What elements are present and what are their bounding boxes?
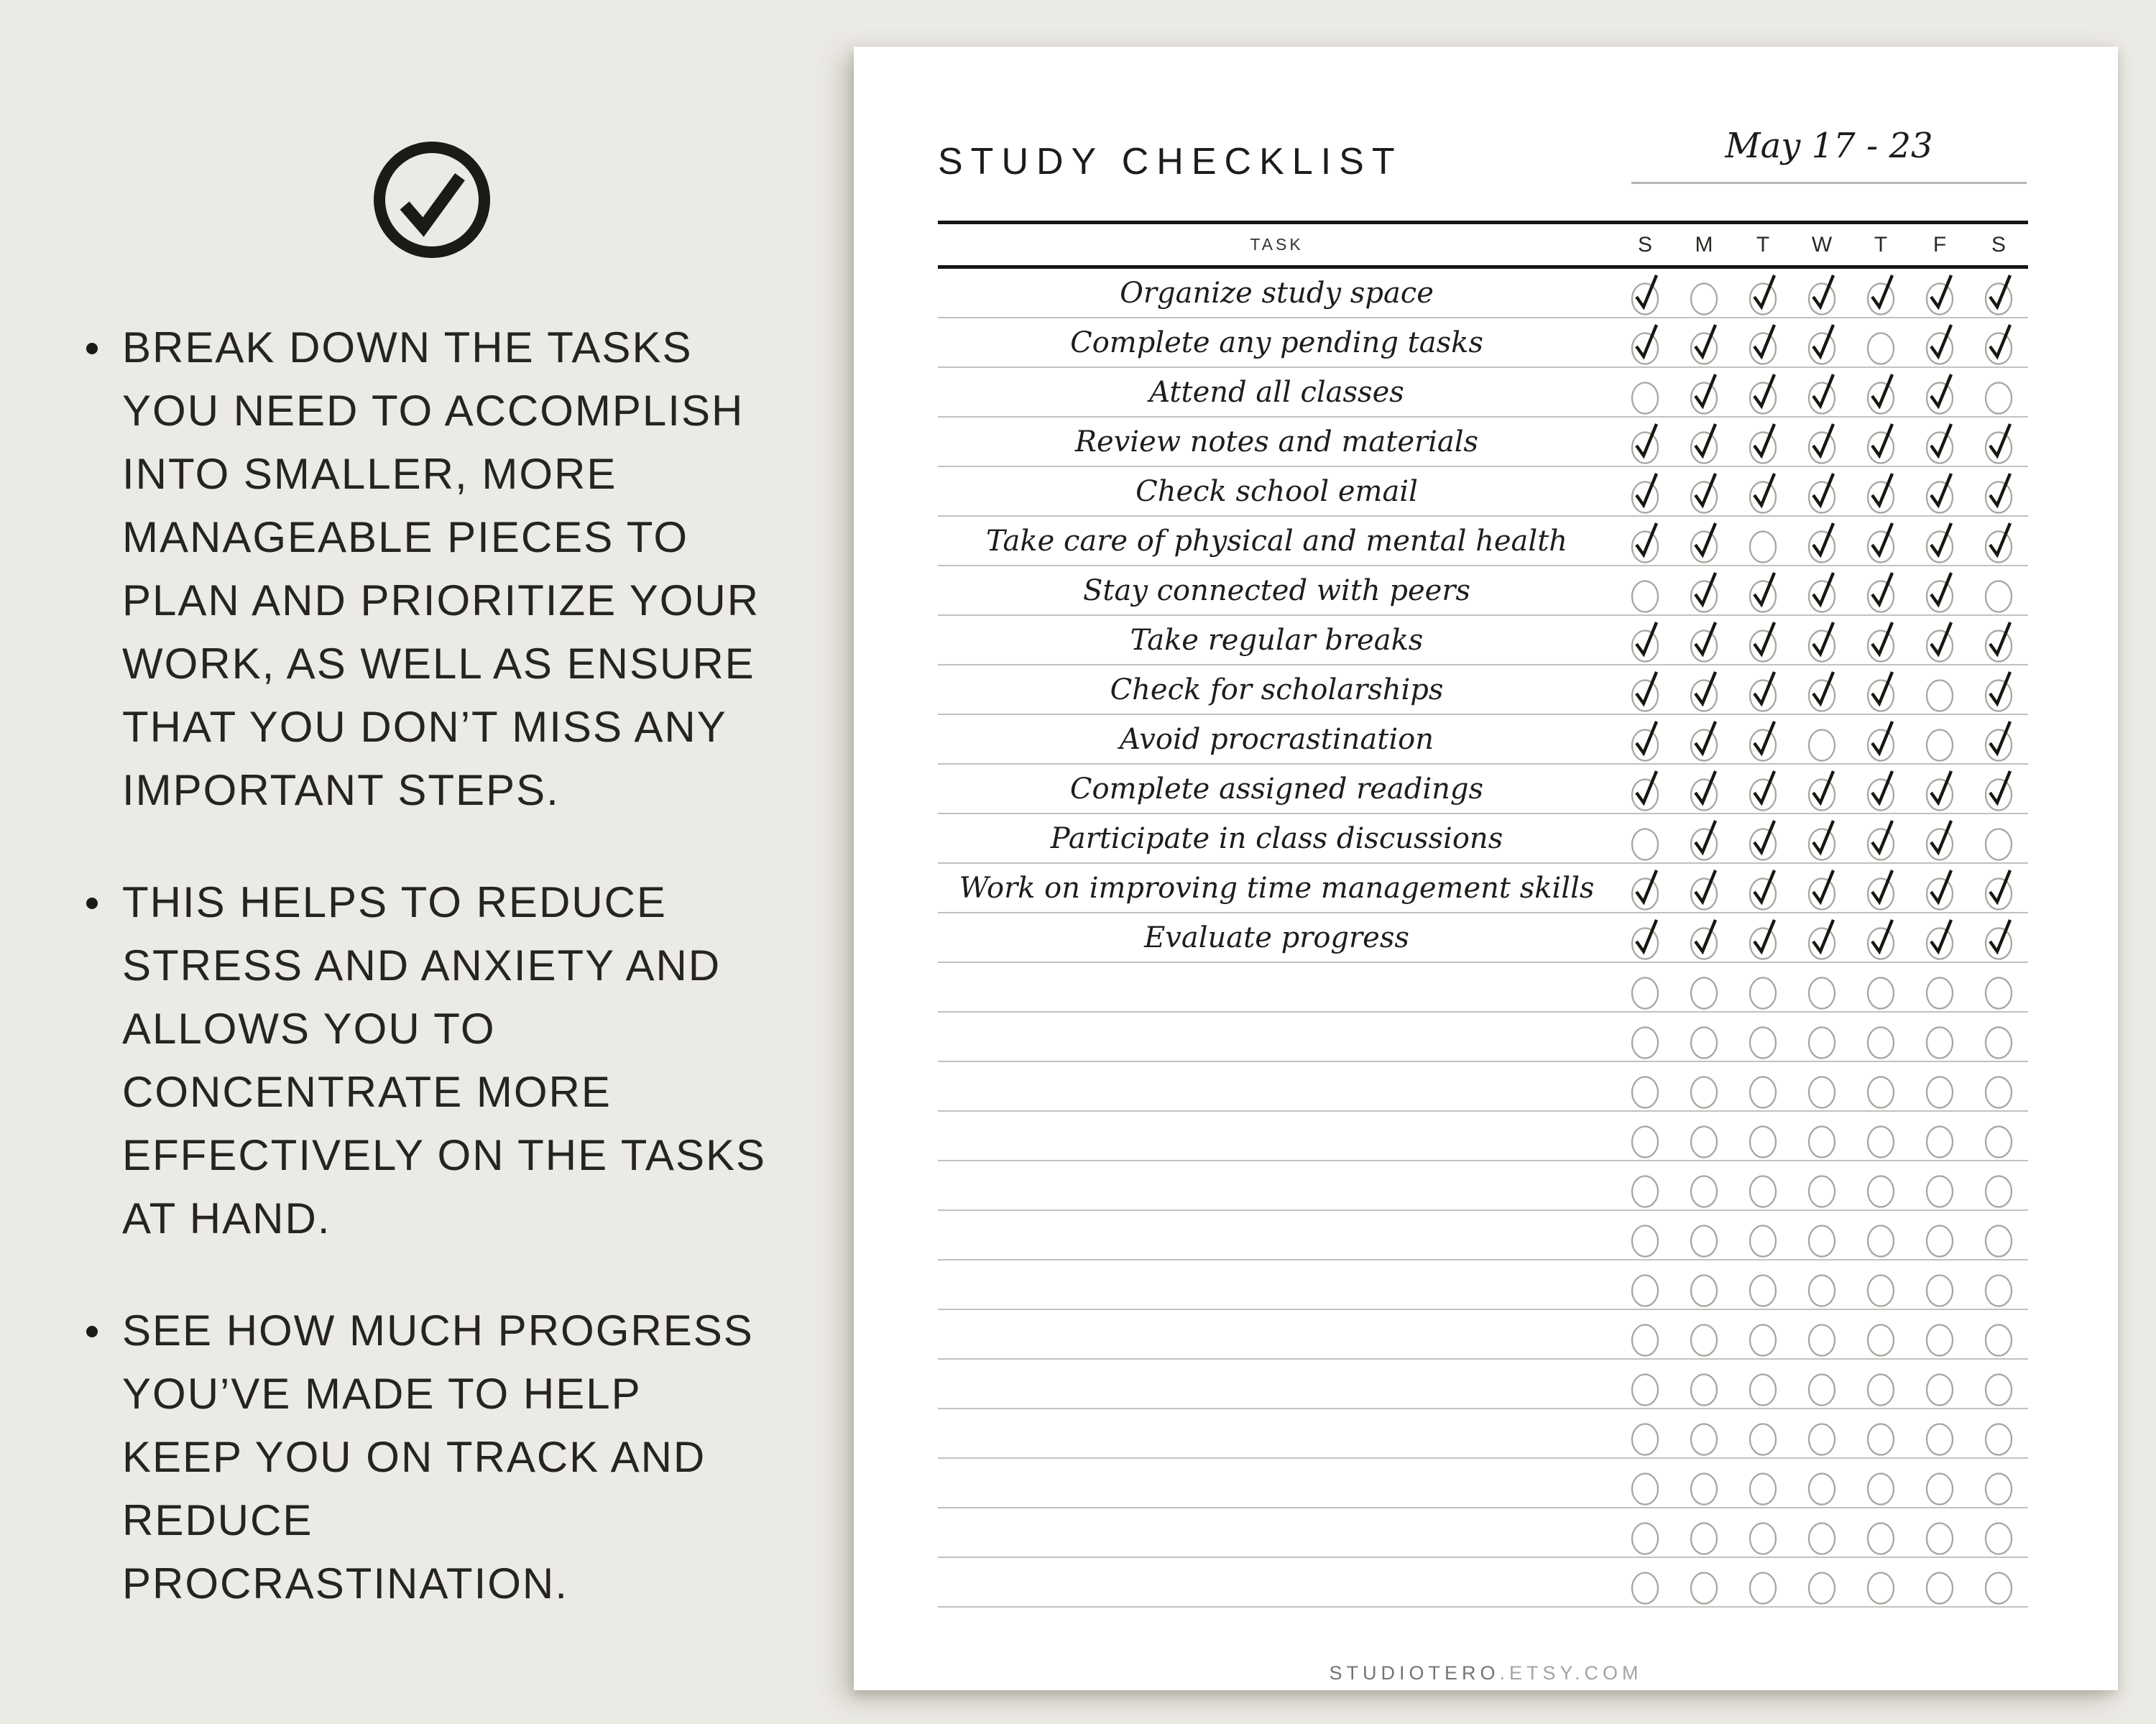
checkbox-row24-day3[interactable] bbox=[1792, 1458, 1851, 1508]
footer-brand-suffix: .ETSY.COM bbox=[1499, 1662, 1643, 1684]
benefits-list bbox=[85, 316, 768, 1664]
day-cells bbox=[1616, 566, 2028, 615]
checkbox-row22-day0[interactable] bbox=[1616, 1359, 1674, 1409]
empty-task-row bbox=[938, 1260, 2028, 1310]
checkbox-row6-day0[interactable] bbox=[1616, 566, 1674, 615]
day-cells bbox=[1616, 268, 2028, 318]
checkbox-row14-day2[interactable] bbox=[1733, 962, 1792, 1012]
checkbox-row25-day6[interactable] bbox=[1969, 1508, 2028, 1557]
day-header-2: T bbox=[1756, 232, 1770, 257]
checkbox-row15-day6[interactable] bbox=[1969, 1012, 2028, 1061]
checkbox-row1-day5[interactable] bbox=[1910, 318, 1969, 367]
task-label: Check for scholarships bbox=[1110, 673, 1444, 706]
checkbox-row15-day1[interactable] bbox=[1674, 1012, 1733, 1061]
checkbox-row0-day2[interactable] bbox=[1733, 268, 1792, 318]
checkbox-row19-day2[interactable] bbox=[1733, 1210, 1792, 1260]
checkbox-row13-day1[interactable] bbox=[1674, 913, 1733, 962]
checkbox-row25-day0[interactable] bbox=[1616, 1508, 1674, 1557]
checkbox-row11-day1[interactable] bbox=[1674, 813, 1733, 863]
checkbox-row23-day0[interactable] bbox=[1616, 1409, 1674, 1458]
day-header-0: S bbox=[1637, 232, 1652, 257]
checkbox-row3-day6[interactable] bbox=[1969, 417, 2028, 466]
checkbox-row19-day3[interactable] bbox=[1792, 1210, 1851, 1260]
day-cells bbox=[1616, 913, 2028, 962]
checkbox-row22-day1[interactable] bbox=[1674, 1359, 1733, 1409]
task-label: Take regular breaks bbox=[1130, 623, 1424, 657]
day-header-5: F bbox=[1932, 232, 1947, 257]
checkbox-row3-day5[interactable] bbox=[1910, 417, 1969, 466]
empty-task-row bbox=[938, 1459, 2028, 1508]
checkbox-row9-day5[interactable] bbox=[1910, 714, 1969, 764]
checkbox-row21-day6[interactable] bbox=[1969, 1309, 2028, 1359]
checkbox-row13-day3[interactable] bbox=[1792, 913, 1851, 962]
checkbox-row10-day2[interactable] bbox=[1733, 764, 1792, 813]
checkbox-row10-day3[interactable] bbox=[1792, 764, 1851, 813]
checkbox-row16-day0[interactable] bbox=[1616, 1061, 1674, 1111]
checkbox-row9-day3[interactable] bbox=[1792, 714, 1851, 764]
checkbox-row19-day5[interactable] bbox=[1910, 1210, 1969, 1260]
checkbox-row0-day0[interactable] bbox=[1616, 268, 1674, 318]
task-row bbox=[938, 864, 2028, 913]
checkbox-row2-day6[interactable] bbox=[1969, 367, 2028, 417]
checkbox-row17-day4[interactable] bbox=[1851, 1111, 1910, 1161]
checkbox-row14-day5[interactable] bbox=[1910, 962, 1969, 1012]
checkbox-row0-day6[interactable] bbox=[1969, 268, 2028, 318]
checkbox-row26-day5[interactable] bbox=[1910, 1557, 1969, 1607]
task-row bbox=[938, 665, 2028, 715]
checkbox-row24-day2[interactable] bbox=[1733, 1458, 1792, 1508]
checkbox-row8-day3[interactable] bbox=[1792, 665, 1851, 714]
empty-task-row bbox=[938, 963, 2028, 1013]
checkbox-row0-day5[interactable] bbox=[1910, 268, 1969, 318]
day-cells bbox=[1616, 1210, 2028, 1260]
benefit-bullet-2: THIS HELPS TO REDUCE STRESS AND ANXIETY AND ALLOWS YOU TO CONCENTRATE MORE EFFECTIVELY ON THE TASKS AT HAND. bbox=[85, 871, 768, 1250]
checkbox-row25-day3[interactable] bbox=[1792, 1508, 1851, 1557]
task-label: Check school email bbox=[1135, 474, 1418, 508]
day-cells bbox=[1616, 962, 2028, 1012]
day-headers bbox=[1616, 233, 2028, 257]
empty-task-row bbox=[938, 1013, 2028, 1062]
task-row bbox=[938, 765, 2028, 814]
checkbox-row6-day1[interactable] bbox=[1674, 566, 1733, 615]
checkbox-row2-day3[interactable] bbox=[1792, 367, 1851, 417]
checkbox-row4-day6[interactable] bbox=[1969, 466, 2028, 516]
checkbox-row4-day1[interactable] bbox=[1674, 466, 1733, 516]
checkbox-row10-day4[interactable] bbox=[1851, 764, 1910, 813]
empty-task-row bbox=[938, 1112, 2028, 1161]
benefit-bullet-3: SEE HOW MUCH PROGRESS YOU’VE MADE TO HELP KEEP YOU ON TRACK AND REDUCE PROCRASTINATION. bbox=[85, 1299, 768, 1615]
task-label: Participate in class discussions bbox=[1050, 821, 1503, 855]
checkbox-row10-day6[interactable] bbox=[1969, 764, 2028, 813]
checkbox-row21-day0[interactable] bbox=[1616, 1309, 1674, 1359]
checkbox-row24-day0[interactable] bbox=[1616, 1458, 1674, 1508]
checkbox-row1-day6[interactable] bbox=[1969, 318, 2028, 367]
checkbox-row14-day3[interactable] bbox=[1792, 962, 1851, 1012]
checkbox-row11-day2[interactable] bbox=[1733, 813, 1792, 863]
day-header-6: S bbox=[1991, 232, 2006, 257]
day-cells bbox=[1616, 813, 2028, 863]
task-row bbox=[938, 616, 2028, 665]
day-cells bbox=[1616, 764, 2028, 813]
empty-task-row bbox=[938, 1211, 2028, 1260]
checkbox-row16-day6[interactable] bbox=[1969, 1061, 2028, 1111]
checkbox-row15-day2[interactable] bbox=[1733, 1012, 1792, 1061]
checkbox-row11-day6[interactable] bbox=[1969, 813, 2028, 863]
checkbox-row25-day1[interactable] bbox=[1674, 1508, 1733, 1557]
checkbox-row7-day2[interactable] bbox=[1733, 615, 1792, 665]
checklist-page bbox=[854, 47, 2118, 1690]
checkbox-row10-day1[interactable] bbox=[1674, 764, 1733, 813]
checkbox-row23-day5[interactable] bbox=[1910, 1409, 1969, 1458]
checklist-rows bbox=[938, 269, 2028, 1608]
checkbox-row24-day1[interactable] bbox=[1674, 1458, 1733, 1508]
checkbox-row3-day0[interactable] bbox=[1616, 417, 1674, 466]
task-row bbox=[938, 913, 2028, 963]
checkbox-row22-day3[interactable] bbox=[1792, 1359, 1851, 1409]
checkbox-row3-day3[interactable] bbox=[1792, 417, 1851, 466]
checkbox-row24-day4[interactable] bbox=[1851, 1458, 1910, 1508]
checkbox-row15-day3[interactable] bbox=[1792, 1012, 1851, 1061]
checkbox-row5-day5[interactable] bbox=[1910, 516, 1969, 566]
checkbox-row14-day0[interactable] bbox=[1616, 962, 1674, 1012]
benefit-bullet-1: BREAK DOWN THE TASKS YOU NEED TO ACCOMPLISH INTO SMALLER, MORE MANAGEABLE PIECES TO PLAN AND PRIORITIZE YOUR WORK, AS WELL AS ENSURE THAT YOU DON’T MISS ANY IMPORTANT STEPS. bbox=[85, 316, 768, 822]
day-cells bbox=[1616, 1309, 2028, 1359]
checkbox-row13-day0[interactable] bbox=[1616, 913, 1674, 962]
checkbox-row4-day3[interactable] bbox=[1792, 466, 1851, 516]
checkbox-row6-day6[interactable] bbox=[1969, 566, 2028, 615]
checkbox-row26-day2[interactable] bbox=[1733, 1557, 1792, 1607]
checkbox-row13-day6[interactable] bbox=[1969, 913, 2028, 962]
day-cells bbox=[1616, 1012, 2028, 1061]
checkbox-row12-day0[interactable] bbox=[1616, 863, 1674, 913]
checkbox-row21-day5[interactable] bbox=[1910, 1309, 1969, 1359]
checkbox-row6-day4[interactable] bbox=[1851, 566, 1910, 615]
checkbox-row26-day1[interactable] bbox=[1674, 1557, 1733, 1607]
checkbox-row5-day6[interactable] bbox=[1969, 516, 2028, 566]
task-label: Complete any pending tasks bbox=[1070, 326, 1483, 359]
footer-brand bbox=[854, 1662, 2118, 1684]
checkbox-row2-day4[interactable] bbox=[1851, 367, 1910, 417]
task-row bbox=[938, 368, 2028, 418]
empty-task-row bbox=[938, 1409, 2028, 1459]
checkbox-row13-day4[interactable] bbox=[1851, 913, 1910, 962]
checkbox-row11-day4[interactable] bbox=[1851, 813, 1910, 863]
checkbox-row22-day5[interactable] bbox=[1910, 1359, 1969, 1409]
day-cells bbox=[1616, 714, 2028, 764]
day-header-3: W bbox=[1811, 232, 1833, 257]
checkbox-row21-day4[interactable] bbox=[1851, 1309, 1910, 1359]
checkbox-row22-day4[interactable] bbox=[1851, 1359, 1910, 1409]
task-row bbox=[938, 814, 2028, 864]
day-cells bbox=[1616, 1260, 2028, 1309]
checkbox-row4-day2[interactable] bbox=[1733, 466, 1792, 516]
day-cells bbox=[1616, 1458, 2028, 1508]
checkbox-row18-day4[interactable] bbox=[1851, 1161, 1910, 1210]
checkbox-row20-day3[interactable] bbox=[1792, 1260, 1851, 1309]
day-cells bbox=[1616, 1061, 2028, 1111]
checkbox-row20-day2[interactable] bbox=[1733, 1260, 1792, 1309]
checkbox-row11-day3[interactable] bbox=[1792, 813, 1851, 863]
checkbox-row21-day1[interactable] bbox=[1674, 1309, 1733, 1359]
checkbox-row15-day5[interactable] bbox=[1910, 1012, 1969, 1061]
day-cells bbox=[1616, 863, 2028, 913]
day-cells bbox=[1616, 1557, 2028, 1607]
task-row bbox=[938, 566, 2028, 616]
checkbox-row1-day4[interactable] bbox=[1851, 318, 1910, 367]
checkbox-row9-day4[interactable] bbox=[1851, 714, 1910, 764]
checkbox-row16-day1[interactable] bbox=[1674, 1061, 1733, 1111]
checkbox-row6-day5[interactable] bbox=[1910, 566, 1969, 615]
task-label: Complete assigned readings bbox=[1069, 772, 1484, 806]
checkbox-row26-day6[interactable] bbox=[1969, 1557, 2028, 1607]
checkbox-row16-day5[interactable] bbox=[1910, 1061, 1969, 1111]
task-row bbox=[938, 318, 2028, 368]
checkbox-row21-day2[interactable] bbox=[1733, 1309, 1792, 1359]
checkbox-row13-day2[interactable] bbox=[1733, 913, 1792, 962]
task-row bbox=[938, 418, 2028, 467]
checkbox-row0-day1[interactable] bbox=[1674, 268, 1733, 318]
column-header-task: TASK bbox=[1250, 235, 1304, 254]
checkbox-row5-day4[interactable] bbox=[1851, 516, 1910, 566]
checkbox-row8-day2[interactable] bbox=[1733, 665, 1792, 714]
date-field[interactable] bbox=[1631, 110, 2027, 184]
checkbox-row18-day6[interactable] bbox=[1969, 1161, 2028, 1210]
checkbox-row17-day6[interactable] bbox=[1969, 1111, 2028, 1161]
checkbox-row12-day6[interactable] bbox=[1969, 863, 2028, 913]
day-cells bbox=[1616, 466, 2028, 516]
empty-task-row bbox=[938, 1062, 2028, 1112]
task-row bbox=[938, 715, 2028, 765]
checkbox-row17-day5[interactable] bbox=[1910, 1111, 1969, 1161]
checkbox-row26-day3[interactable] bbox=[1792, 1557, 1851, 1607]
checkbox-row13-day5[interactable] bbox=[1910, 913, 1969, 962]
checkbox-row25-day4[interactable] bbox=[1851, 1508, 1910, 1557]
day-cells bbox=[1616, 367, 2028, 417]
checkbox-row9-day1[interactable] bbox=[1674, 714, 1733, 764]
task-label: Work on improving time management skills bbox=[959, 871, 1595, 905]
checkbox-row16-day4[interactable] bbox=[1851, 1061, 1910, 1111]
checkbox-row4-day0[interactable] bbox=[1616, 466, 1674, 516]
checkbox-row7-day6[interactable] bbox=[1969, 615, 2028, 665]
checkbox-row3-day2[interactable] bbox=[1733, 417, 1792, 466]
checkbox-row17-day2[interactable] bbox=[1733, 1111, 1792, 1161]
checkbox-row6-day2[interactable] bbox=[1733, 566, 1792, 615]
checkbox-row25-day2[interactable] bbox=[1733, 1508, 1792, 1557]
checkbox-row20-day1[interactable] bbox=[1674, 1260, 1733, 1309]
checkbox-row12-day3[interactable] bbox=[1792, 863, 1851, 913]
checkbox-row21-day3[interactable] bbox=[1792, 1309, 1851, 1359]
checkbox-row11-day0[interactable] bbox=[1616, 813, 1674, 863]
checkbox-row18-day1[interactable] bbox=[1674, 1161, 1733, 1210]
checkbox-row0-day4[interactable] bbox=[1851, 268, 1910, 318]
checkbox-row7-day1[interactable] bbox=[1674, 615, 1733, 665]
checkbox-row18-day2[interactable] bbox=[1733, 1161, 1792, 1210]
checkbox-row8-day6[interactable] bbox=[1969, 665, 2028, 714]
checkbox-row9-day6[interactable] bbox=[1969, 714, 2028, 764]
day-cells bbox=[1616, 665, 2028, 714]
checkbox-row5-day0[interactable] bbox=[1616, 516, 1674, 566]
checkbox-row7-day5[interactable] bbox=[1910, 615, 1969, 665]
task-label: Review notes and materials bbox=[1074, 425, 1479, 458]
task-label: Organize study space bbox=[1120, 276, 1434, 310]
checkbox-row10-day0[interactable] bbox=[1616, 764, 1674, 813]
checkbox-row19-day0[interactable] bbox=[1616, 1210, 1674, 1260]
checkbox-row17-day3[interactable] bbox=[1792, 1111, 1851, 1161]
checkbox-row9-day2[interactable] bbox=[1733, 714, 1792, 764]
checkbox-row24-day6[interactable] bbox=[1969, 1458, 2028, 1508]
checkbox-row2-day5[interactable] bbox=[1910, 367, 1969, 417]
checkbox-row3-day1[interactable] bbox=[1674, 417, 1733, 466]
checkbox-row18-day5[interactable] bbox=[1910, 1161, 1969, 1210]
checkbox-row12-day2[interactable] bbox=[1733, 863, 1792, 913]
day-cells bbox=[1616, 318, 2028, 367]
task-row bbox=[938, 467, 2028, 517]
task-row bbox=[938, 269, 2028, 318]
checkbox-row1-day1[interactable] bbox=[1674, 318, 1733, 367]
checkbox-row1-day2[interactable] bbox=[1733, 318, 1792, 367]
checkbox-row7-day3[interactable] bbox=[1792, 615, 1851, 665]
checkbox-row23-day1[interactable] bbox=[1674, 1409, 1733, 1458]
checkbox-row17-day0[interactable] bbox=[1616, 1111, 1674, 1161]
day-header-4: T bbox=[1874, 232, 1888, 257]
day-cells bbox=[1616, 615, 2028, 665]
empty-task-row bbox=[938, 1508, 2028, 1558]
footer-brand-name: STUDIOTERO bbox=[1329, 1662, 1500, 1684]
checkbox-row12-day4[interactable] bbox=[1851, 863, 1910, 913]
checkbox-row8-day5[interactable] bbox=[1910, 665, 1969, 714]
checkbox-row17-day1[interactable] bbox=[1674, 1111, 1733, 1161]
checkbox-row0-day3[interactable] bbox=[1792, 268, 1851, 318]
checkbox-row24-day5[interactable] bbox=[1910, 1458, 1969, 1508]
task-label: Take care of physical and mental health bbox=[985, 524, 1568, 558]
checkbox-row1-day0[interactable] bbox=[1616, 318, 1674, 367]
day-cells bbox=[1616, 1359, 2028, 1409]
checkbox-row23-day2[interactable] bbox=[1733, 1409, 1792, 1458]
checkbox-row20-day0[interactable] bbox=[1616, 1260, 1674, 1309]
checkbox-row18-day3[interactable] bbox=[1792, 1161, 1851, 1210]
checkbox-row19-day1[interactable] bbox=[1674, 1210, 1733, 1260]
checkbox-row10-day5[interactable] bbox=[1910, 764, 1969, 813]
checkbox-row19-day6[interactable] bbox=[1969, 1210, 2028, 1260]
date-value: May 17 - 23 bbox=[1725, 126, 1933, 166]
checkbox-row18-day0[interactable] bbox=[1616, 1161, 1674, 1210]
checkbox-row9-day0[interactable] bbox=[1616, 714, 1674, 764]
checkbox-row22-day6[interactable] bbox=[1969, 1359, 2028, 1409]
task-label: Evaluate progress bbox=[1144, 921, 1409, 954]
checkbox-row20-day5[interactable] bbox=[1910, 1260, 1969, 1309]
checkbox-row7-day0[interactable] bbox=[1616, 615, 1674, 665]
task-label: Avoid procrastination bbox=[1120, 722, 1434, 756]
checkbox-row23-day3[interactable] bbox=[1792, 1409, 1851, 1458]
checkbox-row4-day5[interactable] bbox=[1910, 466, 1969, 516]
checkbox-row15-day4[interactable] bbox=[1851, 1012, 1910, 1061]
checkbox-row14-day1[interactable] bbox=[1674, 962, 1733, 1012]
empty-task-row bbox=[938, 1161, 2028, 1211]
checkbox-row5-day1[interactable] bbox=[1674, 516, 1733, 566]
checkbox-row26-day0[interactable] bbox=[1616, 1557, 1674, 1607]
checkbox-row16-day3[interactable] bbox=[1792, 1061, 1851, 1111]
task-row bbox=[938, 517, 2028, 566]
checkbox-row20-day4[interactable] bbox=[1851, 1260, 1910, 1309]
task-label: Attend all classes bbox=[1149, 375, 1404, 409]
checkbox-row22-day2[interactable] bbox=[1733, 1359, 1792, 1409]
checkbox-row23-day4[interactable] bbox=[1851, 1409, 1910, 1458]
checkbox-row20-day6[interactable] bbox=[1969, 1260, 2028, 1309]
checkbox-row1-day3[interactable] bbox=[1792, 318, 1851, 367]
checkbox-row14-day6[interactable] bbox=[1969, 962, 2028, 1012]
day-cells bbox=[1616, 1111, 2028, 1161]
checkbox-row6-day3[interactable] bbox=[1792, 566, 1851, 615]
checkbox-row19-day4[interactable] bbox=[1851, 1210, 1910, 1260]
checkbox-row8-day1[interactable] bbox=[1674, 665, 1733, 714]
empty-task-row bbox=[938, 1360, 2028, 1409]
checkbox-row26-day4[interactable] bbox=[1851, 1557, 1910, 1607]
checkbox-row5-day2[interactable] bbox=[1733, 516, 1792, 566]
checkbox-row7-day4[interactable] bbox=[1851, 615, 1910, 665]
checkbox-row4-day4[interactable] bbox=[1851, 466, 1910, 516]
checkbox-row15-day0[interactable] bbox=[1616, 1012, 1674, 1061]
circle-check-icon bbox=[373, 141, 491, 259]
empty-task-row bbox=[938, 1558, 2028, 1608]
checkbox-row2-day0[interactable] bbox=[1616, 367, 1674, 417]
day-cells bbox=[1616, 1508, 2028, 1557]
day-cells bbox=[1616, 1409, 2028, 1458]
task-label: Stay connected with peers bbox=[1083, 573, 1470, 607]
checkbox-row12-day5[interactable] bbox=[1910, 863, 1969, 913]
day-cells bbox=[1616, 1161, 2028, 1210]
day-cells bbox=[1616, 417, 2028, 466]
day-header-1: M bbox=[1695, 232, 1713, 257]
checkbox-row3-day4[interactable] bbox=[1851, 417, 1910, 466]
checkbox-row11-day5[interactable] bbox=[1910, 813, 1969, 863]
table-header bbox=[938, 221, 2028, 269]
page-title: STUDY CHECKLIST bbox=[938, 141, 1403, 183]
checkbox-row14-day4[interactable] bbox=[1851, 962, 1910, 1012]
checkbox-row8-day4[interactable] bbox=[1851, 665, 1910, 714]
checkbox-row23-day6[interactable] bbox=[1969, 1409, 2028, 1458]
checkbox-row16-day2[interactable] bbox=[1733, 1061, 1792, 1111]
checkbox-row25-day5[interactable] bbox=[1910, 1508, 1969, 1557]
checkbox-row2-day2[interactable] bbox=[1733, 367, 1792, 417]
checkbox-row8-day0[interactable] bbox=[1616, 665, 1674, 714]
checkbox-row2-day1[interactable] bbox=[1674, 367, 1733, 417]
checkbox-row12-day1[interactable] bbox=[1674, 863, 1733, 913]
checkbox-row5-day3[interactable] bbox=[1792, 516, 1851, 566]
empty-task-row bbox=[938, 1310, 2028, 1360]
day-cells bbox=[1616, 516, 2028, 566]
